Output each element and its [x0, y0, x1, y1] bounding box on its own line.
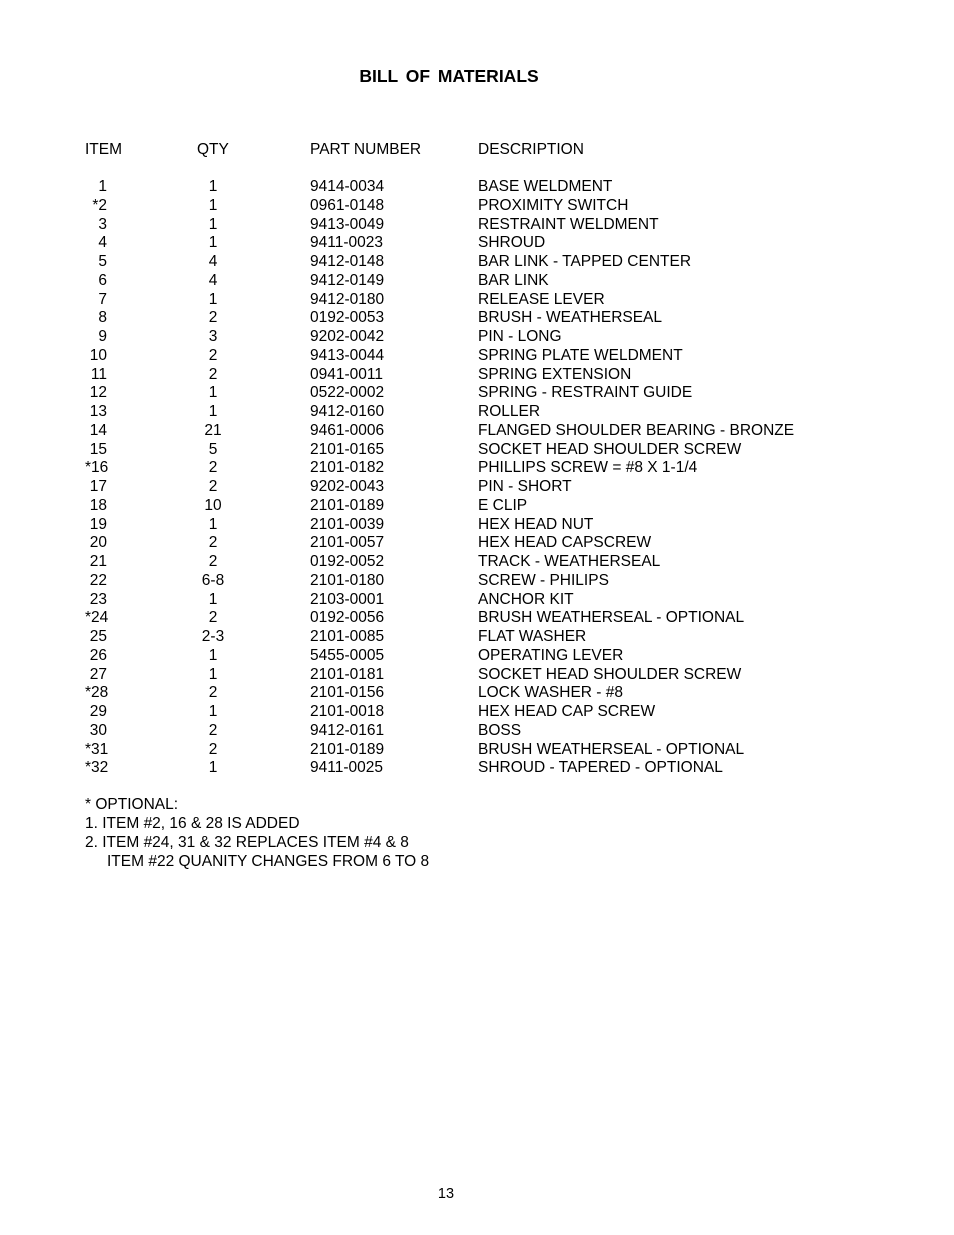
qty-cell: 10: [204, 496, 222, 514]
description-cell: FLAT WASHER: [478, 628, 587, 645]
item-cell: 13: [89, 403, 107, 420]
qty-cell: 2: [208, 684, 218, 702]
item-cell: 21: [89, 553, 107, 570]
table-row: [0, 384, 954, 403]
table-row: [0, 609, 954, 628]
description-cell: TRACK - WEATHERSEAL: [478, 553, 661, 570]
description-cell: PHILLIPS SCREW = #8 X 1-1/4: [478, 459, 698, 477]
table-row: [0, 553, 954, 572]
qty-cell: 5: [208, 440, 218, 458]
qty-cell: 1: [208, 703, 218, 720]
part-number-cell: 9413-0049: [310, 215, 385, 233]
item-cell: 30: [89, 721, 107, 739]
qty-cell: 1: [208, 196, 218, 214]
item-cell: 12: [89, 384, 107, 402]
item-cell: 19: [89, 515, 107, 533]
qty-cell: 3: [208, 328, 218, 345]
item-cell: 26: [89, 646, 107, 664]
description-cell: HEX HEAD CAPSCREW: [478, 534, 652, 552]
item-cell: 15: [89, 440, 107, 458]
item-cell: 11: [90, 365, 107, 383]
qty-cell: 1: [208, 590, 218, 608]
column-header-qty: QTY: [197, 141, 229, 158]
table-row: [0, 309, 954, 328]
qty-cell: 1: [208, 646, 218, 664]
part-number-cell: 9412-0160: [310, 403, 385, 420]
description-cell: RELEASE LEVER: [478, 290, 605, 308]
description-cell: SCREW - PHILIPS: [478, 571, 609, 589]
description-cell: ROLLER: [478, 403, 541, 420]
description-cell: SPRING - RESTRAINT GUIDE: [478, 384, 693, 402]
notes-section: [85, 795, 429, 871]
part-number-cell: 2101-0085: [310, 628, 385, 645]
table-row: [0, 478, 954, 497]
qty-cell: 2-3: [201, 628, 225, 645]
column-header-description: DESCRIPTION: [478, 141, 584, 158]
description-cell: PIN - LONG: [478, 328, 562, 345]
table-row: [0, 497, 954, 516]
qty-cell: 2: [208, 478, 218, 495]
part-number-cell: 9412-0148: [310, 253, 385, 270]
qty-cell: 2: [208, 346, 218, 364]
table-row: [0, 291, 954, 310]
description-cell: SHROUD: [478, 234, 546, 252]
description-cell: BRUSH WEATHERSEAL - OPTIONAL: [478, 740, 745, 758]
item-cell: 22: [89, 571, 107, 589]
qty-cell: 4: [208, 253, 218, 270]
part-number-cell: 0192-0056: [310, 609, 385, 627]
table-row: [0, 347, 954, 366]
part-number-cell: 9411-0023: [310, 234, 383, 252]
description-cell: HEX HEAD CAP SCREW: [478, 703, 656, 720]
page-number: 13: [437, 1186, 455, 1202]
part-number-cell: 9461-0006: [310, 421, 385, 439]
parts-table: [0, 178, 954, 778]
qty-cell: 1: [208, 290, 218, 308]
description-cell: LOCK WASHER - #8: [478, 684, 623, 702]
description-cell: SPRING PLATE WELDMENT: [478, 346, 683, 364]
table-row: [0, 741, 954, 760]
qty-cell: 2: [208, 459, 218, 477]
qty-cell: 1: [208, 403, 218, 420]
note-1: 1. ITEM #2, 16 & 28 IS ADDED: [85, 815, 300, 832]
description-cell: ANCHOR KIT: [478, 590, 574, 608]
qty-cell: 21: [204, 421, 222, 439]
part-number-cell: 2101-0165: [310, 440, 385, 458]
part-number-cell: 9414-0034: [310, 178, 385, 195]
description-cell: FLANGED SHOULDER BEARING - BRONZE: [478, 421, 795, 439]
qty-cell: 1: [208, 178, 218, 195]
table-row: [0, 628, 954, 647]
qty-cell: 2: [208, 534, 218, 552]
table-row: [0, 759, 954, 778]
item-cell: *28: [85, 684, 109, 702]
qty-cell: 2: [208, 309, 218, 327]
part-number-cell: 5455-0005: [310, 646, 385, 664]
qty-cell: 1: [208, 515, 218, 533]
note-2-continuation: ITEM #22 QUANITY CHANGES FROM 6 TO 8: [107, 853, 430, 870]
table-row: [0, 272, 954, 291]
qty-cell: 1: [208, 384, 218, 402]
item-cell: 23: [89, 590, 107, 608]
item-cell: 7: [98, 290, 107, 308]
description-cell: HEX HEAD NUT: [478, 515, 594, 533]
item-cell: *31: [85, 740, 109, 758]
table-row: [0, 666, 954, 685]
item-cell: 8: [98, 309, 107, 327]
item-cell: *24: [85, 609, 109, 627]
part-number-cell: 9412-0180: [310, 290, 385, 308]
part-number-cell: 2101-0018: [310, 703, 385, 720]
part-number-cell: 2101-0156: [310, 684, 385, 702]
description-cell: OPERATING LEVER: [478, 646, 624, 664]
description-cell: PROXIMITY SWITCH: [478, 196, 629, 214]
column-header-part-number: PART NUMBER: [310, 141, 422, 158]
description-cell: SPRING EXTENSION: [478, 365, 632, 383]
part-number-cell: 2101-0039: [310, 515, 385, 533]
description-cell: BOSS: [478, 721, 522, 739]
part-number-cell: 2101-0057: [310, 534, 385, 552]
qty-cell: 1: [208, 759, 218, 777]
description-cell: PIN - SHORT: [478, 478, 572, 495]
table-row: [0, 534, 954, 553]
part-number-cell: 9413-0044: [310, 346, 385, 364]
description-cell: BAR LINK: [478, 271, 549, 289]
item-cell: 5: [98, 253, 107, 270]
description-cell: E CLIP: [478, 496, 528, 514]
table-row: [0, 441, 954, 460]
part-number-cell: 2101-0180: [310, 571, 385, 589]
notes-heading: * OPTIONAL:: [85, 796, 179, 813]
item-cell: 9: [98, 328, 107, 345]
item-cell: 14: [89, 421, 107, 439]
description-cell: SHROUD - TAPERED - OPTIONAL: [478, 759, 723, 777]
item-cell: *16: [85, 459, 109, 477]
table-row: [0, 647, 954, 666]
qty-cell: 2: [208, 609, 218, 627]
item-cell: 27: [89, 665, 107, 683]
table-row: [0, 722, 954, 741]
column-header-item: ITEM: [85, 141, 123, 158]
item-cell: 6: [98, 271, 107, 289]
item-cell: 18: [89, 496, 107, 514]
part-number-cell: 0192-0053: [310, 309, 385, 327]
part-number-cell: 0961-0148: [310, 196, 385, 214]
qty-cell: 4: [208, 271, 218, 289]
item-cell: 25: [89, 628, 107, 645]
item-cell: 17: [89, 478, 107, 495]
note-2: 2. ITEM #24, 31 & 32 REPLACES ITEM #4 & 8: [85, 834, 409, 851]
table-row: [0, 422, 954, 441]
part-number-cell: 0941-0011: [310, 365, 383, 383]
item-cell: 29: [89, 703, 107, 720]
table-header: [0, 141, 954, 161]
item-cell: 1: [98, 178, 107, 195]
qty-cell: 1: [208, 234, 218, 252]
part-number-cell: 9412-0161: [310, 721, 385, 739]
description-cell: BASE WELDMENT: [478, 178, 613, 195]
part-number-cell: 2101-0181: [310, 665, 385, 683]
qty-cell: 1: [208, 665, 218, 683]
description-cell: BRUSH WEATHERSEAL - OPTIONAL: [478, 609, 745, 627]
part-number-cell: 2101-0189: [310, 740, 385, 758]
qty-cell: 1: [208, 215, 218, 233]
item-cell: 20: [89, 534, 107, 552]
table-row: [0, 328, 954, 347]
qty-cell: 2: [208, 740, 218, 758]
part-number-cell: 2101-0182: [310, 459, 385, 477]
table-row: [0, 459, 954, 478]
qty-cell: 2: [208, 721, 218, 739]
table-row: [0, 253, 954, 272]
part-number-cell: 0522-0002: [310, 384, 385, 402]
part-number-cell: 9202-0042: [310, 328, 385, 345]
item-cell: 3: [98, 215, 107, 233]
part-number-cell: 0192-0052: [310, 553, 385, 570]
table-row: [0, 403, 954, 422]
table-row: [0, 684, 954, 703]
description-cell: RESTRAINT WELDMENT: [478, 215, 659, 233]
item-cell: *2: [92, 196, 107, 214]
part-number-cell: 9411-0025: [310, 759, 383, 777]
qty-cell: 2: [208, 553, 218, 570]
table-row: [0, 703, 954, 722]
table-row: [0, 591, 954, 610]
part-number-cell: 2103-0001: [310, 590, 385, 608]
description-cell: BRUSH - WEATHERSEAL: [478, 309, 663, 327]
qty-cell: 6-8: [201, 571, 225, 589]
table-row: [0, 178, 954, 197]
item-cell: 4: [98, 234, 107, 252]
description-cell: BAR LINK - TAPPED CENTER: [478, 253, 692, 270]
table-row: [0, 572, 954, 591]
qty-cell: 2: [208, 365, 218, 383]
item-cell: 10: [89, 346, 107, 364]
table-row: [0, 234, 954, 253]
page-title: BILL OF MATERIALS: [359, 66, 539, 86]
table-row: [0, 216, 954, 235]
description-cell: SOCKET HEAD SHOULDER SCREW: [478, 440, 742, 458]
description-cell: SOCKET HEAD SHOULDER SCREW: [478, 665, 742, 683]
part-number-cell: 2101-0189: [310, 496, 385, 514]
part-number-cell: 9412-0149: [310, 271, 385, 289]
table-row: [0, 516, 954, 535]
part-number-cell: 9202-0043: [310, 478, 385, 495]
table-row: [0, 197, 954, 216]
item-cell: *32: [85, 759, 109, 777]
table-row: [0, 366, 954, 385]
